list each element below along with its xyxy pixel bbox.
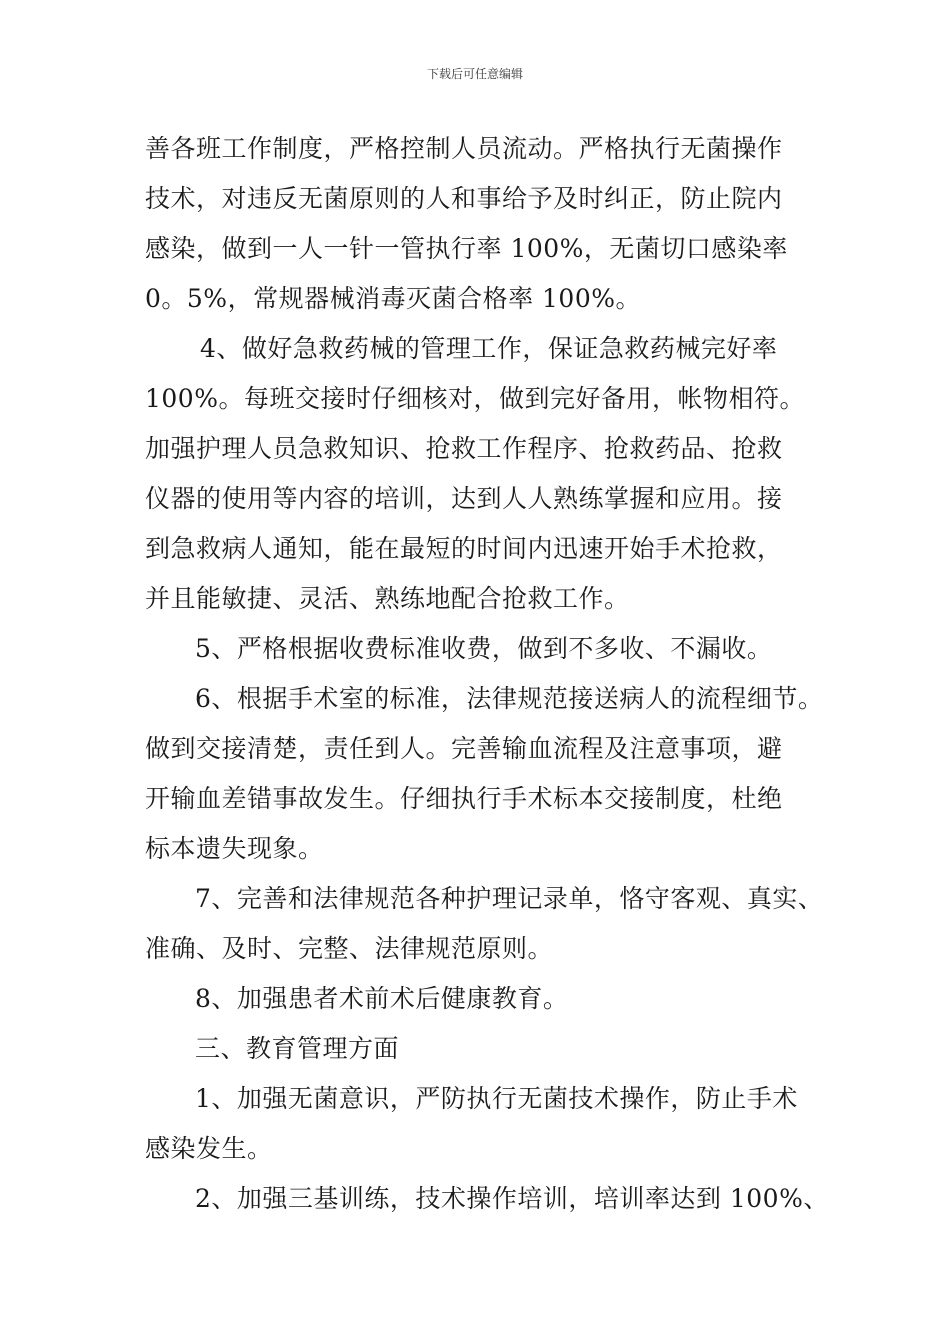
text-line: 感染发生。	[145, 1134, 273, 1163]
text-line: 做到交接清楚，责任到人。完善输血流程及注意事项，避	[145, 734, 783, 763]
text-line: 开输血差错事故发生。仔细执行手术标本交接制度，杜绝	[145, 784, 783, 813]
text-line: 标本遗失现象。	[145, 834, 324, 863]
text-line: 1、加强无菌意识，严防执行无菌技术操作，防止手术	[195, 1084, 798, 1113]
text-line: 三、教育管理方面	[195, 1034, 400, 1063]
text-line: 0。5%，常规器械消毒灭菌合格率 100%。	[145, 284, 641, 313]
text-line: 6、根据手术室的标准，法律规范接送病人的流程细节。	[195, 684, 824, 713]
text-line: 善各班工作制度，严格控制人员流动。严格执行无菌操作	[145, 134, 783, 163]
text-line: 8、加强患者术前术后健康教育。	[195, 984, 569, 1013]
text-line: 技术，对违反无菌原则的人和事给予及时纠正，防止院内	[145, 184, 783, 213]
text-line: 到急救病人通知，能在最短的时间内迅速开始手术抢救，	[145, 534, 783, 563]
text-line: 并且能敏捷、灵活、熟练地配合抢救工作。	[145, 584, 630, 613]
text-line: 2、加强三基训练，技术操作培训，培训率达到 100%、	[195, 1184, 829, 1213]
text-line: 7、完善和法律规范各种护理记录单，恪守客观、真实、	[195, 884, 824, 913]
text-line: 5、严格根据收费标准收费，做到不多收、不漏收。	[195, 634, 773, 663]
text-line: 感染，做到一人一针一管执行率 100%，无菌切口感染率	[145, 234, 788, 263]
text-line: 仪器的使用等内容的培训，达到人人熟练掌握和应用。接	[145, 484, 783, 513]
text-line: 100%。每班交接时仔细核对，做到完好备用，帐物相符。	[145, 384, 805, 413]
text-line: 准确、及时、完整、法律规范原则。	[145, 934, 554, 963]
page-header: 下载后可任意编辑	[426, 67, 523, 81]
text-line: 4、做好急救药械的管理工作，保证急救药械完好率	[200, 334, 778, 363]
text-line: 加强护理人员急救知识、抢救工作程序、抢救药品、抢救	[145, 434, 783, 463]
